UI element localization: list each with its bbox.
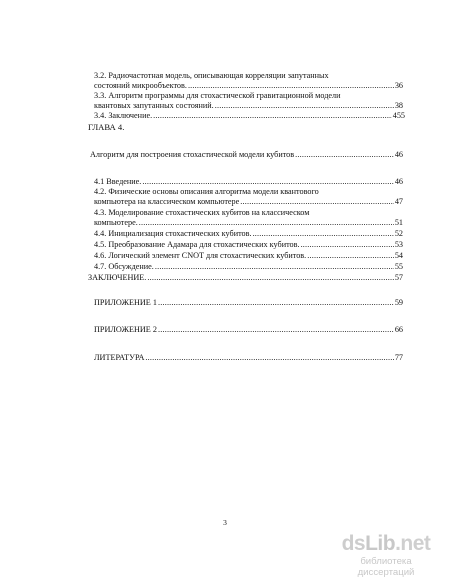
toc-4-2-line1: 4.2. Физические основы описания алгоритма модели квантового — [94, 187, 319, 196]
page-number: 3 — [223, 518, 227, 527]
toc-4-7-label: 4.7. Обсуждение. — [94, 262, 154, 271]
leader-dots — [139, 218, 394, 228]
toc-entry-3-2[interactable] — [94, 81, 403, 91]
toc-entry-appendix-1[interactable] — [94, 298, 403, 308]
watermark-subtitle: библиотека диссертаций — [357, 556, 415, 578]
leader-dots — [240, 197, 394, 207]
toc-3-3-line1: 3.3. Алгоритм программы для стохастической гравитационной модели — [94, 91, 341, 100]
toc-page-number: 57 — [394, 273, 403, 282]
toc-page-number: 59 — [394, 298, 403, 307]
leader-dots — [158, 298, 394, 308]
leader-dots — [253, 229, 394, 239]
leader-dots — [155, 262, 394, 272]
chapter-4-heading: ГЛАВА 4. — [88, 122, 125, 132]
leader-dots — [145, 353, 393, 363]
toc-entry-appendix-2[interactable] — [94, 325, 403, 335]
toc-appendix-2-label: ПРИЛОЖЕНИЕ 2 — [94, 325, 157, 334]
toc-entry-4-3[interactable] — [94, 218, 403, 228]
toc-entry-4-2[interactable] — [94, 197, 403, 207]
toc-entry-conclusion[interactable] — [88, 273, 403, 283]
leader-dots — [142, 177, 393, 187]
toc-entry-4-7[interactable] — [94, 262, 403, 272]
toc-3-2-line2: состояний микрообъектов. — [94, 81, 187, 90]
leader-dots — [215, 101, 394, 111]
toc-entry-4-5[interactable] — [94, 240, 403, 250]
toc-4-4-label: 4.4. Инициализация стохастических кубитов. — [94, 229, 252, 238]
toc-algorithm-label: Алгоритм для построения стохастической модели кубитов — [90, 150, 295, 159]
toc-page-number: 46 — [394, 150, 403, 159]
toc-entry-4-6[interactable] — [94, 251, 403, 261]
toc-page-number: 66 — [394, 325, 403, 334]
toc-entry-4-1[interactable] — [94, 177, 403, 187]
dslib-watermark — [334, 533, 438, 578]
toc-page-number: 46 — [394, 177, 403, 186]
leader-dots — [147, 273, 393, 283]
leader-dots — [188, 81, 394, 91]
toc-page-number: 52 — [394, 229, 403, 238]
toc-entry-literature[interactable] — [94, 353, 403, 363]
toc-3-3-line2: квантовых запутанных состояний. — [94, 101, 214, 110]
toc-page-number: 54 — [394, 251, 403, 260]
toc-page-number: 38 — [394, 101, 403, 110]
toc-page-number: 77 — [394, 353, 403, 362]
toc-4-1-label: 4.1 Введение. — [94, 177, 142, 186]
toc-4-2-line2: компьютера на классическом компьютере — [94, 197, 240, 206]
leader-dots — [301, 240, 394, 250]
toc-entry-4-4[interactable] — [94, 229, 403, 239]
toc-page-number: 53 — [394, 240, 403, 249]
toc-4-5-label: 4.5. Преобразование Адамара для стохастических кубитов. — [94, 240, 300, 249]
toc-conclusion-label: ЗАКЛЮЧЕНИЕ. — [88, 273, 147, 282]
dslib-logo: dsLib.net — [341, 532, 431, 555]
toc-page-number: 455 — [392, 111, 405, 120]
toc-page-number: 47 — [394, 197, 403, 206]
toc-4-3-line2: компьютере. — [94, 218, 138, 227]
toc-4-3-line1: 4.3. Моделирование стохастических кубитов на классическом — [94, 208, 310, 217]
toc-literature-label: ЛИТЕРАТУРА — [94, 353, 145, 362]
toc-entry-algorithm[interactable] — [90, 150, 403, 160]
leader-dots — [307, 251, 394, 261]
toc-page-number: 55 — [394, 262, 403, 271]
toc-3-4-label: 3.4. Заключение. — [94, 111, 153, 120]
toc-4-6-label: 4.6. Логический элемент CNOT для стохастических кубитов. — [94, 251, 307, 260]
toc-3-2-line1: 3.2. Радиочастотная модель, описывающая корреляции запутанных — [94, 71, 329, 80]
toc-entry-3-3[interactable] — [94, 101, 403, 111]
toc-page-number: 36 — [394, 81, 403, 90]
leader-dots — [158, 325, 394, 335]
leader-dots — [153, 111, 392, 121]
toc-entry-3-4[interactable] — [94, 111, 405, 121]
toc-appendix-1-label: ПРИЛОЖЕНИЕ 1 — [94, 298, 157, 307]
leader-dots — [295, 150, 394, 160]
toc-page-number: 51 — [394, 218, 403, 227]
